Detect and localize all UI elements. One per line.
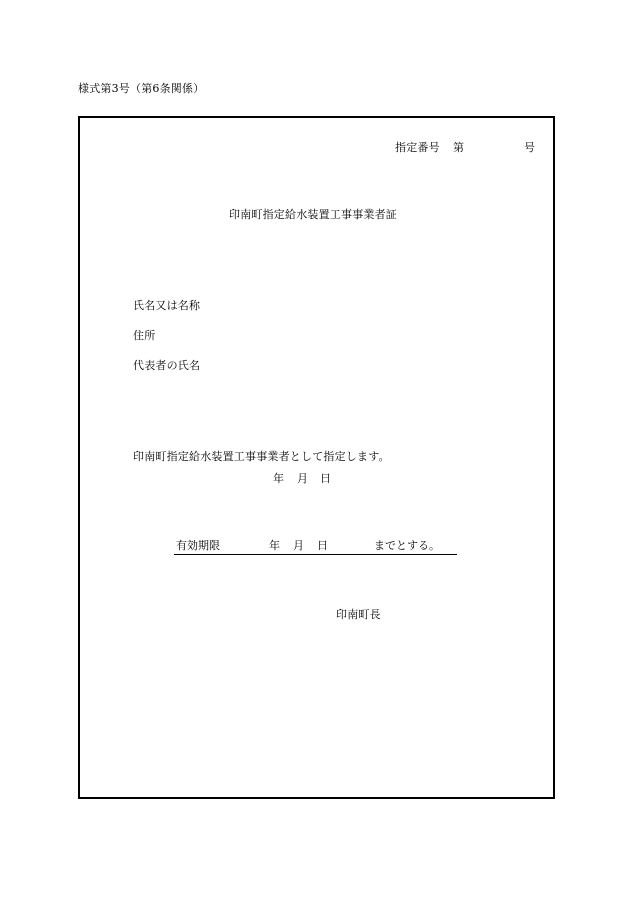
- field-name-label: 氏名又は名称: [133, 299, 201, 312]
- designation-number-dai: 第: [453, 141, 465, 154]
- validity-year: 年: [269, 539, 280, 552]
- validity-label: 有効期限: [176, 539, 220, 552]
- form-label: 様式第3号（第6条関係）: [78, 82, 205, 95]
- designation-number-label: 指定番号: [395, 141, 440, 154]
- issue-date-year: 年: [273, 472, 285, 485]
- validity-suffix: までとする。: [374, 539, 440, 552]
- designation-statement: 印南町指定給水装置工事事業者として指定します。: [133, 450, 390, 463]
- issue-date-day: 日: [320, 472, 332, 485]
- designation-number-go: 号: [524, 141, 536, 154]
- field-address-label: 住所: [133, 329, 156, 342]
- certificate-title: 印南町指定給水装置工事事業者証: [229, 208, 397, 221]
- field-representative-label: 代表者の氏名: [133, 359, 201, 372]
- validity-row: [174, 538, 457, 555]
- issuer-name: 印南町長: [336, 608, 381, 621]
- issue-date-month: 月: [297, 472, 309, 485]
- validity-month: 月: [293, 539, 304, 552]
- validity-day: 日: [317, 539, 328, 552]
